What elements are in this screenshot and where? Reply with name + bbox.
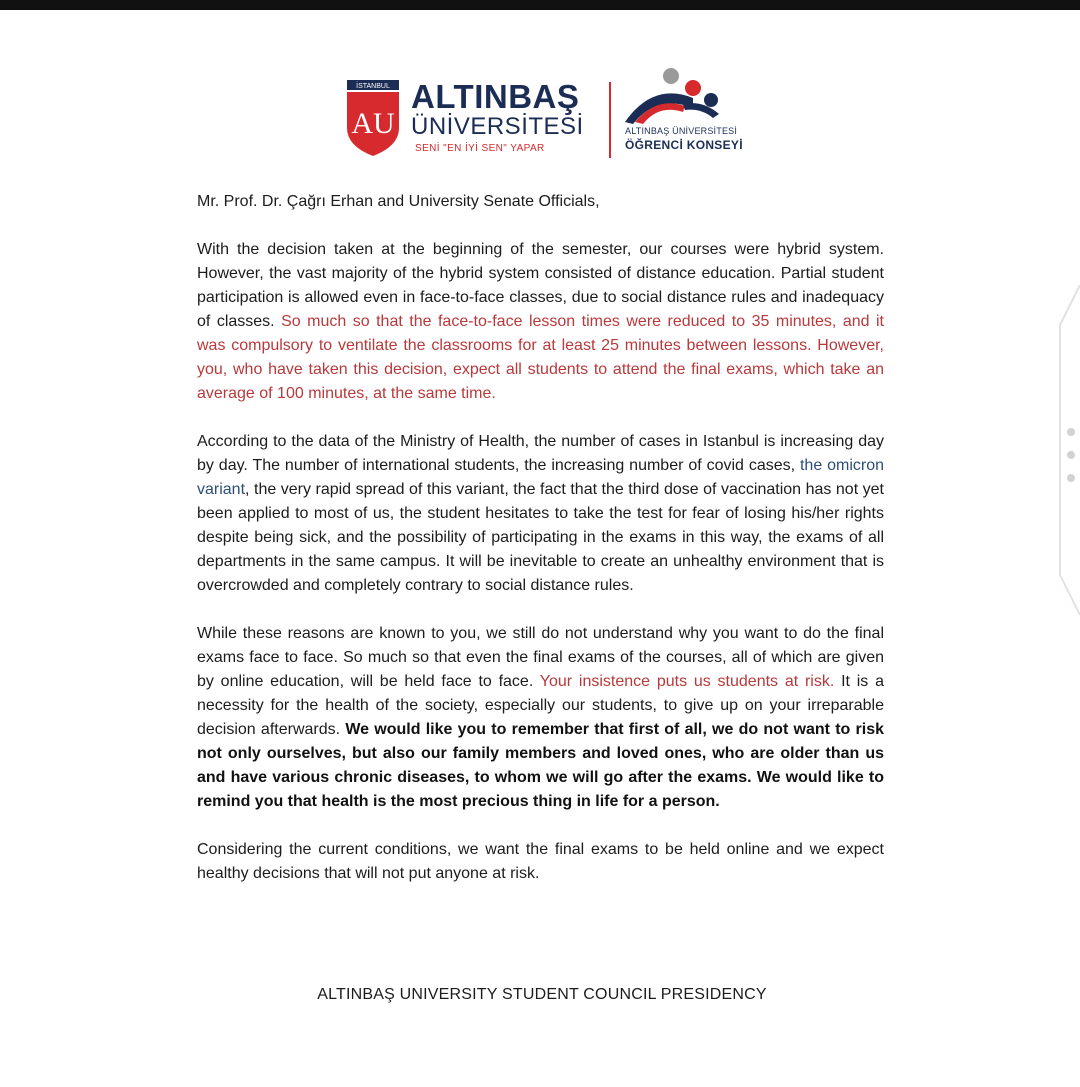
- brand-slogan: SENİ "EN İYİ SEN" YAPAR: [415, 143, 545, 154]
- salutation: Mr. Prof. Dr. Çağrı Erhan and University Senate Officials,: [197, 193, 600, 210]
- paragraph-3-text-b: It is a necessity for the health of the society, especially our students, to give up on your irreparable decision afterwards.: [197, 673, 884, 738]
- paragraph-3-text-a: While these reasons are known to you, we still do not understand why you want to do the final exams face to face. So much so that even the final exams of the courses, all of which are given by online education, will be held face to face.: [197, 625, 884, 690]
- paragraph-2: [197, 430, 884, 598]
- brand-name: ALTINBAŞ: [411, 78, 580, 115]
- paragraph-3-highlight: Your insistence puts us students at risk.: [539, 673, 835, 690]
- signature: ALTINBAŞ UNIVERSITY STUDENT COUNCIL PRESIDENCY: [317, 986, 767, 1003]
- paragraph-1: [197, 238, 884, 406]
- student-council-icon: [623, 66, 723, 126]
- paragraph-3: [197, 622, 884, 814]
- paragraph-2-text-a: According to the data of the Ministry of Health, the number of cases in Istanbul is increasing day by day. The number of international students, the increasing number of covid cases,: [197, 433, 884, 474]
- carousel-dot[interactable]: [1067, 428, 1075, 436]
- paragraph-2-highlight: the omicron variant: [197, 457, 885, 498]
- header-logo: [345, 66, 743, 166]
- council-name-line1: ALTINBAŞ ÜNİVERSİTESİ: [625, 126, 738, 136]
- council-name-line2: ÖĞRENCİ KONSEYİ: [625, 138, 743, 152]
- paragraph-1-text: With the decision taken at the beginning of the semester, our courses were hybrid system. However, the vast majority of the hybrid system consisted of distance education. Partial student participation is allowed even in face-to-face classes, due to social distance rules and inadequacy of classes.: [197, 241, 884, 330]
- shield-top-text: İSTANBUL: [356, 83, 390, 90]
- carousel-dot[interactable]: [1067, 474, 1075, 482]
- paragraph-4: Considering the current conditions, we want the final exams to be held online and we expect healthy decisions that will not put anyone at risk.: [197, 841, 884, 882]
- brand-subname: ÜNİVERSİTESİ: [411, 113, 584, 140]
- paragraph-2-text-b: , the very rapid spread of this variant, the fact that the third dose of vaccination has not yet been applied to most of us, the student hesitates to take the test for fear of losing his/her rights despite being sick, and the possibility of participating in the exams in this way, the exams of all departments in the same campus. It will be inevitable to create an unhealthy environment that is overcrowded and completely contrary to social distance rules.: [197, 481, 884, 594]
- paragraph-1-highlight: So much so that the face-to-face lesson times were reduced to 35 minutes, and it was compulsory to ventilate the classrooms for at least 25 minutes between lessons. However, you, who have taken this decision, expect all students to attend the final exams, which take an average of 100 minutes, at the same time.: [197, 313, 884, 402]
- carousel-dots[interactable]: [1067, 428, 1075, 497]
- university-shield-icon: [345, 78, 401, 158]
- letter-body: [197, 190, 884, 910]
- top-bar: [0, 0, 1080, 10]
- logo-divider: [609, 82, 611, 158]
- carousel-dot[interactable]: [1067, 451, 1075, 459]
- shield-letters: AU: [351, 107, 395, 140]
- paragraph-3-bold: We would like you to remember that first of all, we do not want to risk not only ourselves, but also our family members and loved ones, who are older than us and have various chronic diseases, to whom we will go after the exams. We would like to remind you that health is the most precious thing in life for a person.: [197, 721, 884, 810]
